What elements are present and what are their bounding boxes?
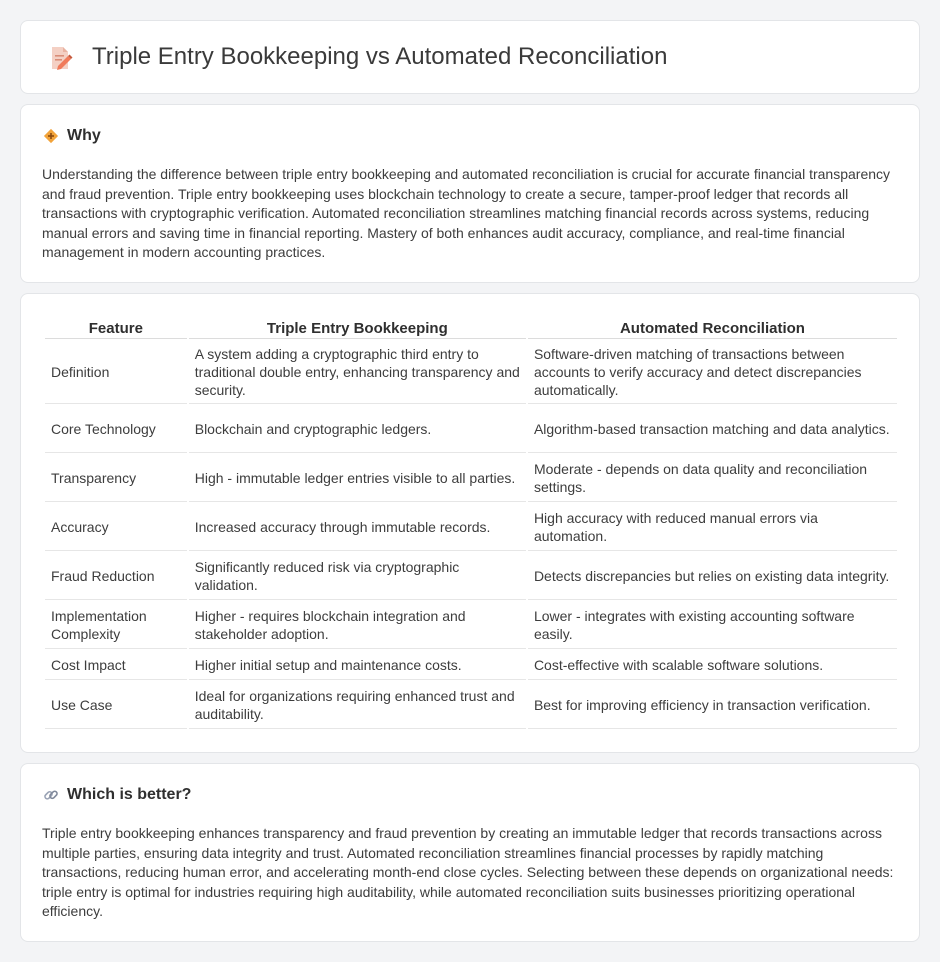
table-row: [45, 455, 897, 502]
comparison-section: [20, 293, 920, 753]
automated-reconciliation-cell: Software-driven matching of transactions between accounts to verify accuracy and detect discrepancies automatically.: [528, 341, 897, 404]
automated-reconciliation-cell: High accuracy with reduced manual errors via automation.: [528, 504, 897, 551]
table-row: [45, 553, 897, 600]
table-row: [45, 602, 897, 649]
header-automated-reconciliation: Automated Reconciliation: [528, 318, 897, 339]
why-text: Understanding the difference between triple entry bookkeeping and automated reconciliation is crucial for accurate financial transparency and fraud prevention. Triple entry bookkeeping uses blockchain technology to create a secure, tamper-proof ledger that records all transactions with cryptographic verification. Automated reconciliation streamlines matching financial records across systems, reducing manual errors and saving time in financial reporting. Mastery of both enhances audit accuracy, compliance, and real-time financial management in modern accounting practices.: [42, 166, 891, 261]
automated-reconciliation-cell: Best for improving efficiency in transaction verification.: [528, 682, 897, 729]
comparison-table: [43, 316, 899, 731]
automated-reconciliation-cell: Lower - integrates with existing accounting software easily.: [528, 602, 897, 649]
table-row: [45, 682, 897, 729]
why-heading-label: Why: [67, 127, 101, 144]
table-header-row: [45, 318, 897, 339]
which-is-better-section: [20, 763, 920, 942]
better-text: Triple entry bookkeeping enhances transparency and fraud prevention by creating an immutable ledger that records transactions across multiple parties, ensuring data integrity and trust. Automated reconciliation streamlines financial processes by rapidly matching transactions, reducing human error, and accelerating month-end close cycles. Selecting between these depends on organizational needs: triple entry is optimal for industries requiring high auditability, while automated reconciliation suits businesses prioritizing operational efficiency.: [42, 825, 894, 920]
triple-entry-cell: A system adding a cryptographic third entry to traditional double entry, enhancing transparency and security.: [189, 341, 526, 404]
table-row: [45, 341, 897, 404]
link-icon: [43, 787, 59, 803]
title-card: [20, 20, 920, 94]
why-heading: [43, 127, 101, 145]
feature-cell: Implementation Complexity: [45, 602, 187, 649]
feature-cell: Core Technology: [45, 406, 187, 453]
automated-reconciliation-cell: Cost-effective with scalable software solutions.: [528, 651, 897, 680]
table-row: [45, 504, 897, 551]
header-triple-entry: Triple Entry Bookkeeping: [189, 318, 526, 339]
page-title: Triple Entry Bookkeeping vs Automated Reconciliation: [92, 43, 668, 70]
why-section: [20, 104, 920, 283]
automated-reconciliation-cell: Algorithm-based transaction matching and data analytics.: [528, 406, 897, 453]
feature-cell: Transparency: [45, 455, 187, 502]
triple-entry-cell: Higher - requires blockchain integration and stakeholder adoption.: [189, 602, 526, 649]
triple-entry-cell: Increased accuracy through immutable records.: [189, 504, 526, 551]
automated-reconciliation-cell: Moderate - depends on data quality and reconciliation settings.: [528, 455, 897, 502]
feature-cell: Accuracy: [45, 504, 187, 551]
table-row: [45, 651, 897, 680]
feature-cell: Definition: [45, 341, 187, 404]
triple-entry-cell: Blockchain and cryptographic ledgers.: [189, 406, 526, 453]
triple-entry-cell: Significantly reduced risk via cryptographic validation.: [189, 553, 526, 600]
triple-entry-cell: High - immutable ledger entries visible to all parties.: [189, 455, 526, 502]
document-pencil-icon: [47, 45, 73, 71]
better-heading: [43, 786, 191, 804]
feature-cell: Use Case: [45, 682, 187, 729]
triple-entry-cell: Ideal for organizations requiring enhanced trust and auditability.: [189, 682, 526, 729]
table-row: [45, 406, 897, 453]
automated-reconciliation-cell: Detects discrepancies but relies on existing data integrity.: [528, 553, 897, 600]
feature-cell: Cost Impact: [45, 651, 187, 680]
diamond-sign-icon: [43, 128, 59, 144]
triple-entry-cell: Higher initial setup and maintenance costs.: [189, 651, 526, 680]
feature-cell: Fraud Reduction: [45, 553, 187, 600]
better-heading-label: Which is better?: [67, 786, 192, 803]
header-feature: Feature: [45, 318, 187, 339]
